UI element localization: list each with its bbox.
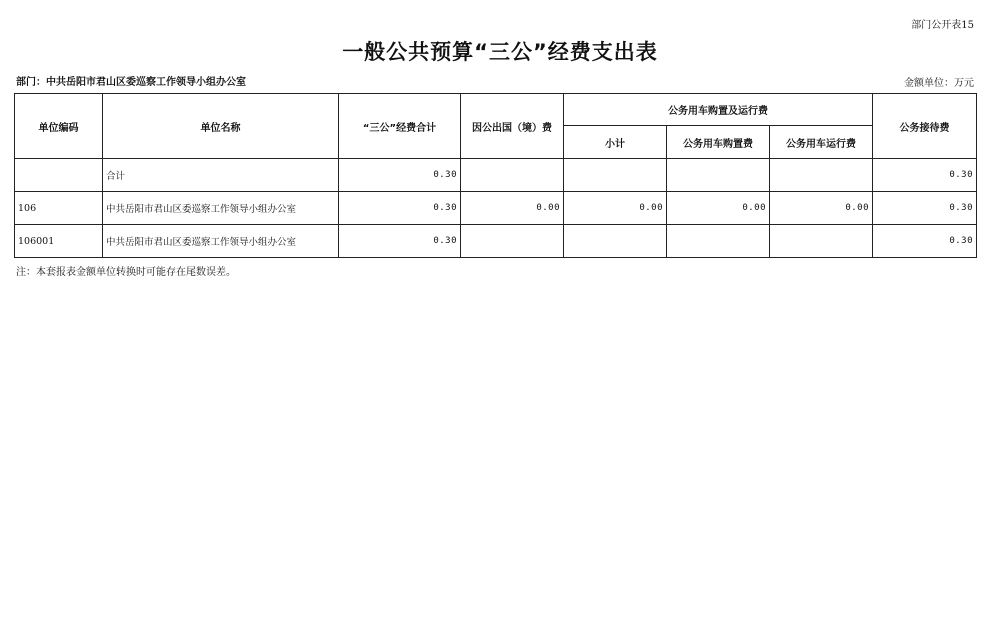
amount-unit-label: 金额单位：万元: [904, 78, 974, 89]
header-code: 单位编码: [15, 94, 103, 159]
form-number: 部门公开表15: [911, 20, 974, 31]
cell-abroad: [461, 225, 564, 258]
cell-vehicle-purchase: 0.00: [667, 192, 770, 225]
cell-total: 0.30: [339, 159, 461, 192]
cell-subtotal: [564, 159, 667, 192]
cell-reception: 0.30: [873, 159, 977, 192]
cell-total: 0.30: [339, 225, 461, 258]
cell-name: 中共岳阳市君山区委巡察工作领导小组办公室: [103, 192, 339, 225]
cell-subtotal: [564, 225, 667, 258]
header-vehicle-operation: 公务用车运行费: [770, 126, 873, 159]
cell-vehicle-operation: 0.00: [770, 192, 873, 225]
department-label: 部门：中共岳阳市君山区委巡察工作领导小组办公室: [16, 77, 246, 88]
cell-name: 中共岳阳市君山区委巡察工作领导小组办公室: [103, 225, 339, 258]
cell-vehicle-purchase: [667, 225, 770, 258]
table-row: [15, 159, 977, 192]
cell-abroad: 0.00: [461, 192, 564, 225]
header-row-1: [15, 94, 977, 126]
header-reception: 公务接待费: [873, 94, 977, 159]
cell-code: 106001: [15, 225, 103, 258]
header-abroad: 因公出国（境）费: [461, 94, 564, 159]
header-total: “三公”经费合计: [339, 94, 461, 159]
header-vehicle-purchase: 公务用车购置费: [667, 126, 770, 159]
table-row: [15, 192, 977, 225]
cell-total: 0.30: [339, 192, 461, 225]
footnote: 注：本套报表金额单位转换时可能存在尾数误差。: [16, 267, 236, 278]
cell-reception: 0.30: [873, 225, 977, 258]
header-subtotal: 小计: [564, 126, 667, 159]
cell-abroad: [461, 159, 564, 192]
cell-code: [15, 159, 103, 192]
cell-vehicle-operation: [770, 159, 873, 192]
header-vehicle-group: 公务用车购置及运行费: [564, 94, 873, 126]
table-row: [15, 225, 977, 258]
expenditure-table: [14, 93, 977, 258]
cell-vehicle-purchase: [667, 159, 770, 192]
cell-code: 106: [15, 192, 103, 225]
cell-name: 合计: [103, 159, 339, 192]
cell-reception: 0.30: [873, 192, 977, 225]
page-title: 一般公共预算“三公”经费支出表: [342, 40, 658, 64]
header-name: 单位名称: [103, 94, 339, 159]
cell-vehicle-operation: [770, 225, 873, 258]
cell-subtotal: 0.00: [564, 192, 667, 225]
